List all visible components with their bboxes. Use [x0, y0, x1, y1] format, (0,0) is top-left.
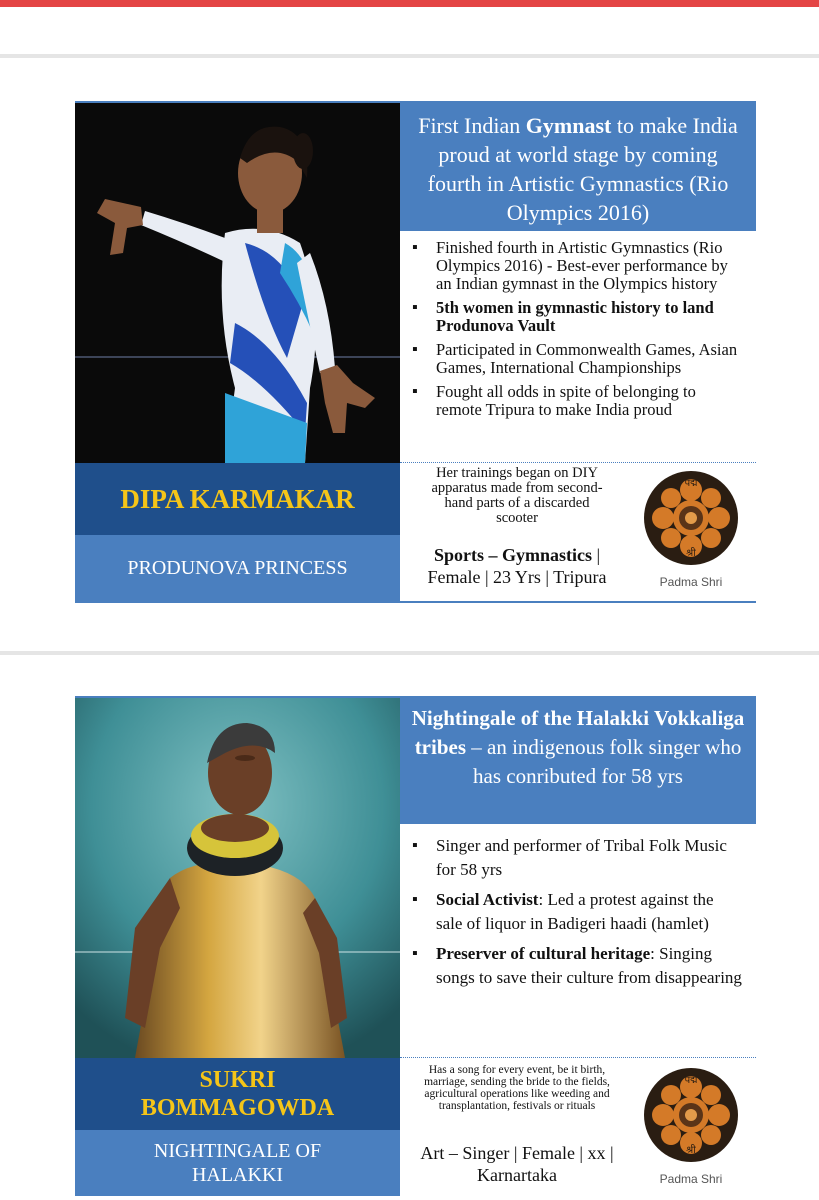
achievements-list: [400, 231, 756, 461]
svg-text:श्री: श्री: [686, 1145, 696, 1156]
svg-text:पद्म: पद्म: [684, 1075, 698, 1086]
list-item: ▪ Social Activist: Led a protest against the sale of liquor in Badigeri haadi (hamlet): [412, 888, 742, 936]
category-meta: Sports – Gymnastics | Female | 23 Yrs | Tripura: [427, 545, 607, 587]
person-name: SUKRI BOMMAGOWDA: [75, 1058, 400, 1130]
headline-text: to make India proud at world stage by coming fourth in Artistic Gymnastics (Rio Olympics 2016): [427, 113, 738, 225]
list-item: ▪ Participated in Commonwealth Games, Asian Games, International Championships: [412, 341, 742, 377]
list-item: ▪ Finished fourth in Artistic Gymnastics (Rio Olympics 2016) - Best-ever performance by an Indian gymnast in the Olympics history: [412, 239, 742, 293]
list-item: ▪ Singer and performer of Tribal Folk Music for 58 yrs: [412, 834, 742, 882]
song-note: Has a song for every event, be it birth, marriage, sending the bride to the fields, agricultural operations like weeding and transplantation, festivals or rituals: [424, 1064, 610, 1112]
lotus-medal-icon: [641, 468, 741, 568]
list-item: ▪ Preserver of cultural heritage: Singing songs to save their culture from disappearing: [412, 942, 742, 990]
top-accent-bar: [0, 0, 819, 7]
padma-shri-medal: [641, 468, 741, 589]
slide-separator: [0, 54, 819, 58]
award-card-sukri: [75, 696, 756, 1200]
card-bottom-line: [75, 601, 756, 603]
award-card-dipa: [75, 101, 756, 603]
headline-banner: [400, 103, 756, 231]
dotted-divider: [400, 1057, 756, 1058]
svg-text:श्री: श्री: [686, 548, 696, 559]
person-title: PRODUNOVA PRINCESS: [75, 535, 400, 601]
headline-text: – an indigenous folk singer who has conributed for 58 yrs: [466, 735, 742, 788]
award-caption: Padma Shri: [659, 575, 723, 589]
list-item: ▪ Fought all odds in spite of belonging to remote Tripura to make India proud: [412, 383, 742, 419]
person-name: DIPA KARMAKAR: [75, 463, 400, 535]
slide-separator: [0, 651, 819, 655]
headline-bold-text: Gymnast: [525, 113, 612, 138]
person-title: NIGHTINGALE OF HALAKKI: [75, 1130, 400, 1196]
padma-shri-medal: [641, 1065, 741, 1186]
category-meta: Art – Singer | Female | xx | Karnartaka: [420, 1143, 614, 1185]
award-caption: Padma Shri: [659, 1172, 723, 1186]
folk-singer-photo: [75, 698, 400, 1058]
achievements-list: [400, 826, 756, 1056]
headline-bold-text: Nightingale of the Halakki Vokkaliga tribes: [411, 706, 745, 759]
headline-banner: [400, 698, 756, 824]
list-item: ▪ 5th women in gymnastic history to land Produnova Vault: [412, 299, 742, 335]
lotus-medal-icon: [641, 1065, 741, 1165]
headline-text: First Indian: [418, 113, 526, 138]
training-note: Her trainings began on DIY apparatus made from second-hand parts of a discarded scooter: [431, 465, 603, 526]
svg-text:पद्म: पद्म: [684, 478, 698, 489]
dotted-divider: [400, 462, 756, 463]
gymnast-photo: [75, 103, 400, 463]
